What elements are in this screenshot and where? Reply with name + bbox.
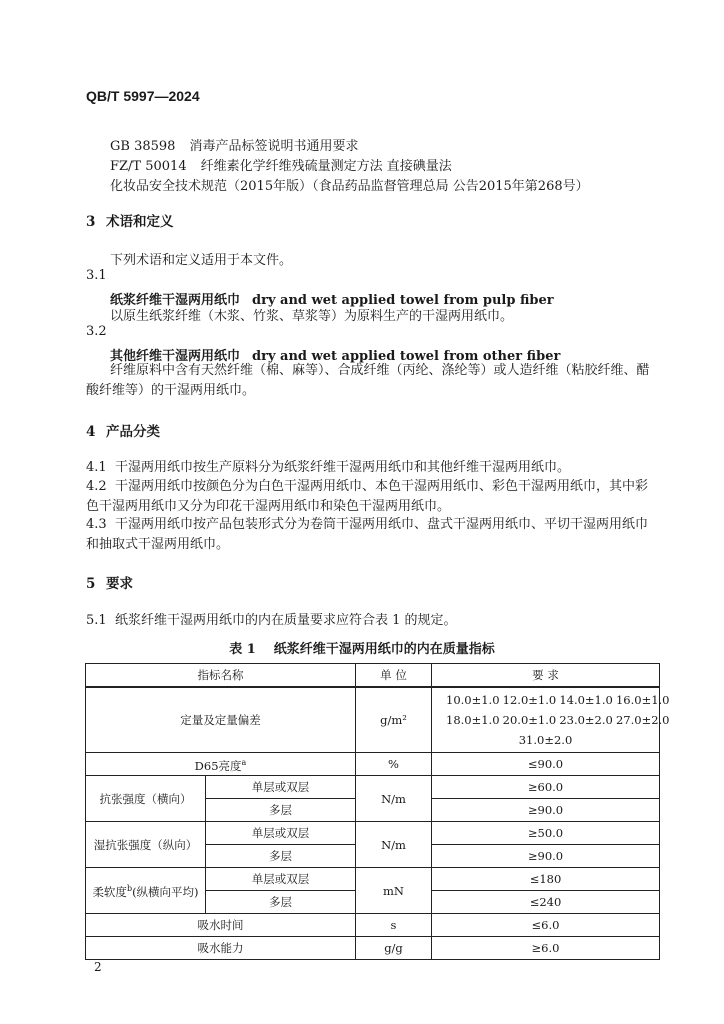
index-name-text: 柔软度 <box>92 884 127 899</box>
index-requirement: ≥90.0 <box>432 845 660 868</box>
index-unit: N/m <box>356 822 432 868</box>
section-heading <box>86 210 174 230</box>
index-unit: N/m <box>356 776 432 822</box>
term-en: dry and wet applied towel from pulp fiber <box>252 293 554 308</box>
clause-number: 4.1 <box>86 460 107 475</box>
reference-code: 化妆品安全技术规范（2015年版）（食品药品监督管理总局 公告2015年第268号） <box>110 179 589 194</box>
index-name: 定量及定量偏差 <box>86 687 356 753</box>
index-sub-name: 多层 <box>206 845 356 868</box>
term-definition: 以原生纸浆纤维（木浆、竹浆、草浆等）为原料生产的干湿两用纸巾。 <box>110 309 514 324</box>
grammage-value: 18.0±1.0 <box>446 713 500 727</box>
index-unit: mN <box>356 868 432 914</box>
section-title: 产品分类 <box>106 424 160 440</box>
clause-text: 干湿两用纸巾按产品包装形式分为卷筒干湿两用纸巾、盘式干湿两用纸巾、平切干湿两用纸巾和抽取式干湿两用纸巾。 <box>86 517 648 552</box>
grammage-value: 10.0±1.0 <box>446 693 500 707</box>
clause-number: 4.2 <box>86 479 107 494</box>
reference-item <box>110 175 589 194</box>
index-requirement: ≤6.0 <box>432 914 660 937</box>
index-unit: g/g <box>356 937 432 960</box>
term-number: 3.2 <box>86 324 107 339</box>
reference-code: FZ/T 50014 <box>110 159 187 174</box>
reference-item <box>110 135 358 154</box>
index-name: 吸水时间 <box>86 914 356 937</box>
term-zh: 纸浆纤维干湿两用纸巾 <box>110 293 241 308</box>
index-name <box>86 868 206 914</box>
header-index-name: 指标名称 <box>86 664 356 688</box>
table-caption: 纸浆纤维干湿两用纸巾的内在质量指标 <box>273 642 495 657</box>
term-en: dry and wet applied towel from other fiber <box>252 349 561 364</box>
table-row <box>86 822 660 845</box>
clause-text: 干湿两用纸巾按生产原料分为纸浆纤维干湿两用纸巾和其他纤维干湿两用纸巾。 <box>114 460 570 475</box>
index-sub-name: 单层或双层 <box>206 868 356 891</box>
standard-code-header: QB/T 5997—2024 <box>86 88 200 104</box>
section-number: 4 <box>86 424 96 440</box>
clause-number: 4.3 <box>86 517 107 532</box>
table-row <box>86 868 660 891</box>
section-title: 术语和定义 <box>106 214 174 230</box>
footnote-marker: a <box>241 757 247 767</box>
clause-text: 纸浆纤维干湿两用纸巾的内在质量要求应符合表 1 的规定。 <box>114 613 457 628</box>
index-requirement: ≤180 <box>432 868 660 891</box>
grammage-value: 20.0±1.0 <box>502 713 557 727</box>
section-heading <box>86 420 160 440</box>
term-number: 3.1 <box>86 268 107 283</box>
section-number: 3 <box>86 214 96 230</box>
page-number: 2 <box>94 960 102 974</box>
index-requirement: ≤240 <box>432 891 660 914</box>
table-row <box>86 776 660 799</box>
section-number: 5 <box>86 576 96 592</box>
table-row <box>86 914 660 937</box>
table-title <box>0 638 724 657</box>
index-sub-name: 单层或双层 <box>206 776 356 799</box>
clause-number: 5.1 <box>86 613 107 628</box>
index-name-text: D65亮度 <box>194 758 242 773</box>
header-requirement: 要 求 <box>432 664 660 688</box>
table-header-row <box>86 664 660 688</box>
index-requirement: ≥50.0 <box>432 822 660 845</box>
index-name: 湿抗张强度（纵向） <box>86 822 206 868</box>
section-heading <box>86 572 133 592</box>
index-unit: s <box>356 914 432 937</box>
section-intro: 下列术语和定义适用于本文件。 <box>110 253 293 268</box>
term-zh: 其他纤维干湿两用纸巾 <box>110 349 241 364</box>
table-row <box>86 753 660 776</box>
reference-title: 消毒产品标签说明书通用要求 <box>189 139 359 154</box>
grammage-value: 16.0±1.0 <box>615 693 670 707</box>
footnote-marker: b <box>126 884 133 894</box>
grammage-value: 27.0±2.0 <box>615 713 670 727</box>
index-name: 吸水能力 <box>86 937 356 960</box>
index-name: 抗张强度（横向） <box>86 776 206 822</box>
index-requirement: ≥6.0 <box>432 937 660 960</box>
index-sub-name: 单层或双层 <box>206 822 356 845</box>
grammage-value: 12.0±1.0 <box>502 693 557 707</box>
table-row <box>86 937 660 960</box>
reference-code: GB 38598 <box>110 139 176 154</box>
reference-title: 纤维素化学纤维残硫量测定方法 直接碘量法 <box>200 159 452 174</box>
clause <box>86 458 658 478</box>
index-sub-name: 多层 <box>206 799 356 822</box>
term-definition: 纤维原料中含有天然纤维（棉、麻等）、合成纤维（丙纶、涤纶等）或人造纤维（粘胶纤维、醋酸纤维等）的干湿两用纸巾。 <box>86 363 650 398</box>
table-label: 表 1 <box>229 642 256 657</box>
table-row <box>86 687 660 753</box>
grammage-value: 23.0±2.0 <box>559 713 613 727</box>
index-name <box>86 753 356 776</box>
index-name-suffix: (纵横向平均) <box>132 884 199 899</box>
reference-item <box>110 155 452 174</box>
index-requirement: ≥90.0 <box>432 799 660 822</box>
grammage-value: 14.0±1.0 <box>559 693 613 707</box>
clause <box>86 477 658 517</box>
clause-text: 干湿两用纸巾按颜色分为白色干湿两用纸巾、本色干湿两用纸巾、彩色干湿两用纸巾，其中彩色干湿两用纸巾又分为印花干湿两用纸巾和染色干湿两用纸巾。 <box>86 479 648 514</box>
index-requirement: ≥60.0 <box>432 776 660 799</box>
grammage-value: 31.0±2.0 <box>518 733 573 747</box>
quality-index-table <box>85 663 670 960</box>
index-sub-name: 多层 <box>206 891 356 914</box>
clause <box>86 515 658 555</box>
index-unit: % <box>356 753 432 776</box>
index-unit: g/m² <box>356 687 432 753</box>
clause <box>86 609 457 628</box>
section-title: 要求 <box>106 576 133 592</box>
grammage-values <box>432 687 670 753</box>
index-requirement: ≤90.0 <box>432 753 660 776</box>
header-unit: 单 位 <box>356 664 432 688</box>
